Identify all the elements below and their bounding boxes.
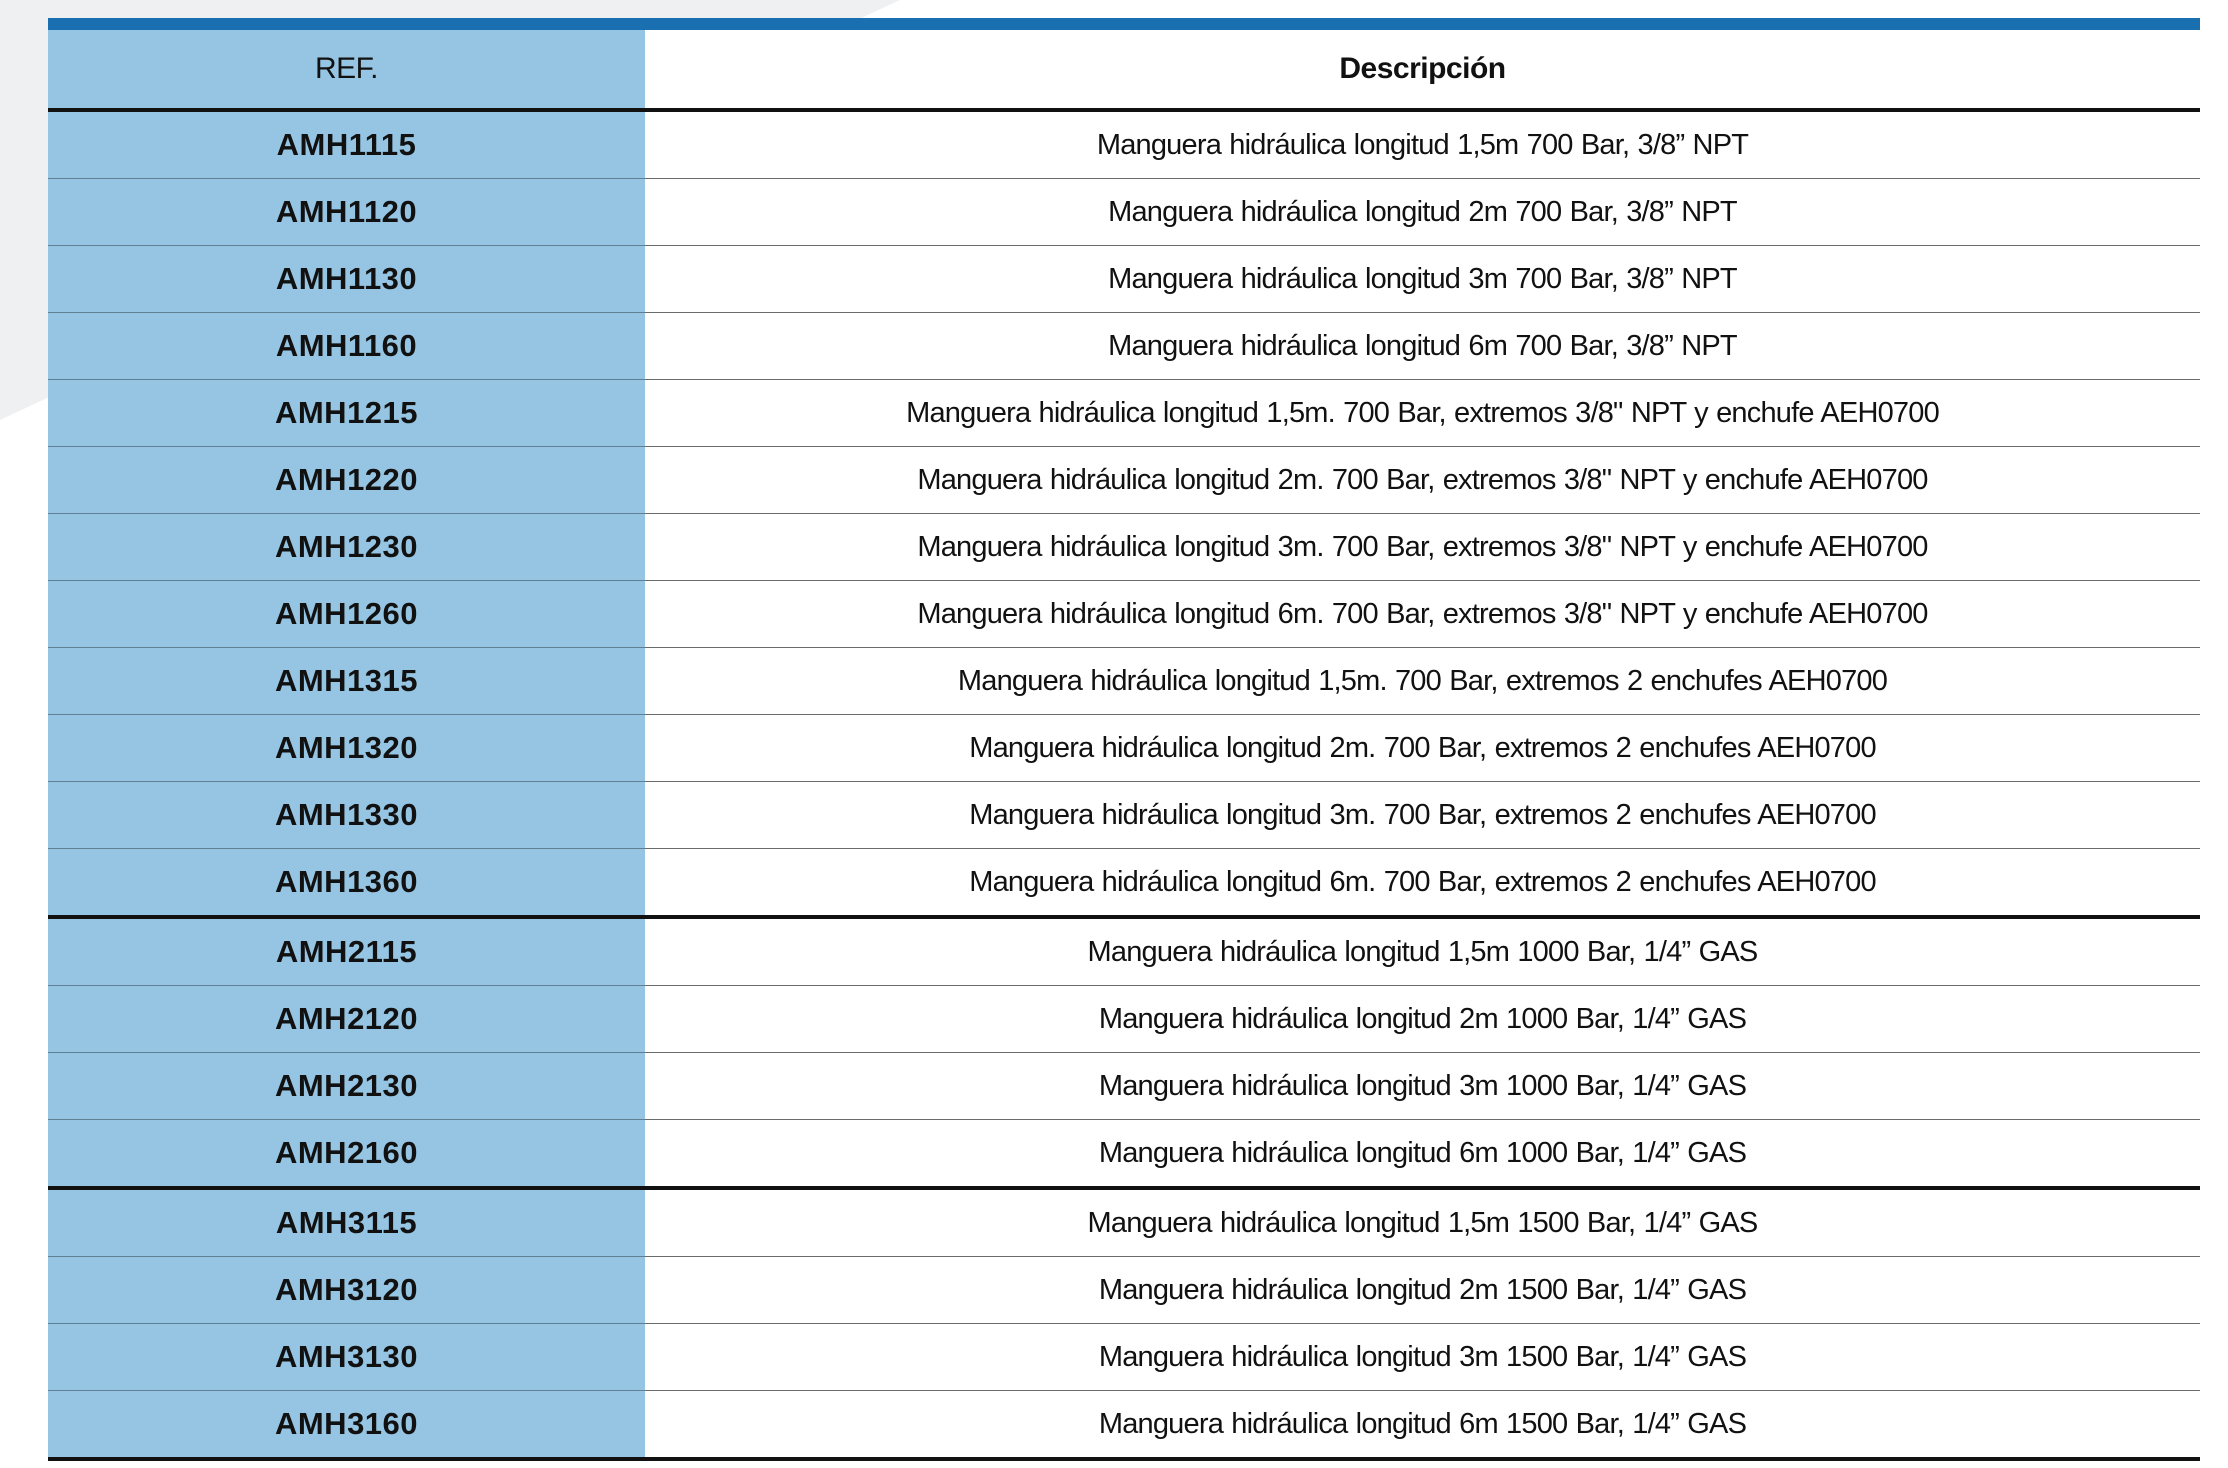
- description-cell: Manguera hidráulica longitud 2m 1500 Bar, 1/4” GAS: [645, 1257, 2200, 1324]
- table-row: [48, 514, 2200, 581]
- ref-cell: AMH1120: [48, 179, 645, 246]
- description-cell: Manguera hidráulica longitud 1,5m. 700 Bar, extremos 3/8" NPT y enchufe AEH0700: [645, 380, 2200, 447]
- table-body: [48, 110, 2200, 1459]
- table-row: [48, 581, 2200, 648]
- ref-cell: AMH3160: [48, 1391, 645, 1460]
- table-row: [48, 849, 2200, 918]
- description-cell: Manguera hidráulica longitud 1,5m. 700 Bar, extremos 2 enchufes AEH0700: [645, 648, 2200, 715]
- ref-cell: AMH2130: [48, 1053, 645, 1120]
- ref-cell: AMH1130: [48, 246, 645, 313]
- ref-cell: AMH1215: [48, 380, 645, 447]
- ref-cell: AMH2120: [48, 986, 645, 1053]
- ref-cell: AMH3115: [48, 1188, 645, 1257]
- ref-cell: AMH1260: [48, 581, 645, 648]
- ref-cell: AMH1330: [48, 782, 645, 849]
- ref-cell: AMH3130: [48, 1324, 645, 1391]
- ref-cell: AMH2160: [48, 1120, 645, 1189]
- table-row: [48, 1391, 2200, 1460]
- description-cell: Manguera hidráulica longitud 2m 700 Bar, 3/8” NPT: [645, 179, 2200, 246]
- description-cell: Manguera hidráulica longitud 3m 1500 Bar, 1/4” GAS: [645, 1324, 2200, 1391]
- description-cell: Manguera hidráulica longitud 3m 1000 Bar, 1/4” GAS: [645, 1053, 2200, 1120]
- table-row: [48, 1188, 2200, 1257]
- table-row: [48, 313, 2200, 380]
- description-cell: Manguera hidráulica longitud 2m. 700 Bar, extremos 2 enchufes AEH0700: [645, 715, 2200, 782]
- ref-cell: AMH1315: [48, 648, 645, 715]
- ref-cell: AMH3120: [48, 1257, 645, 1324]
- ref-cell: AMH1115: [48, 110, 645, 179]
- table-row: [48, 110, 2200, 179]
- description-cell: Manguera hidráulica longitud 3m. 700 Bar, extremos 2 enchufes AEH0700: [645, 782, 2200, 849]
- table-row: [48, 179, 2200, 246]
- description-cell: Manguera hidráulica longitud 1,5m 700 Bar, 3/8” NPT: [645, 110, 2200, 179]
- description-cell: Manguera hidráulica longitud 2m. 700 Bar, extremos 3/8" NPT y enchufe AEH0700: [645, 447, 2200, 514]
- table-row: [48, 1053, 2200, 1120]
- table-row: [48, 986, 2200, 1053]
- description-cell: Manguera hidráulica longitud 3m. 700 Bar, extremos 3/8" NPT y enchufe AEH0700: [645, 514, 2200, 581]
- ref-column-header: REF.: [48, 30, 645, 110]
- description-cell: Manguera hidráulica longitud 6m 1500 Bar, 1/4” GAS: [645, 1391, 2200, 1460]
- table-row: [48, 715, 2200, 782]
- description-cell: Manguera hidráulica longitud 3m 700 Bar, 3/8” NPT: [645, 246, 2200, 313]
- table-row: [48, 1257, 2200, 1324]
- ref-cell: AMH1230: [48, 514, 645, 581]
- table-accent-bar: [48, 18, 2200, 30]
- table-row: [48, 782, 2200, 849]
- table-row: [48, 447, 2200, 514]
- product-table: [48, 30, 2200, 1461]
- ref-cell: AMH2115: [48, 917, 645, 986]
- table-row: [48, 917, 2200, 986]
- description-cell: Manguera hidráulica longitud 6m. 700 Bar, extremos 2 enchufes AEH0700: [645, 849, 2200, 918]
- description-column-header: Descripción: [645, 30, 2200, 110]
- ref-cell: AMH1360: [48, 849, 645, 918]
- ref-cell: AMH1160: [48, 313, 645, 380]
- description-cell: Manguera hidráulica longitud 2m 1000 Bar, 1/4” GAS: [645, 986, 2200, 1053]
- ref-cell: AMH1220: [48, 447, 645, 514]
- product-table-container: [48, 18, 2200, 1461]
- table-row: [48, 1120, 2200, 1189]
- description-cell: Manguera hidráulica longitud 1,5m 1000 Bar, 1/4” GAS: [645, 917, 2200, 986]
- description-cell: Manguera hidráulica longitud 6m 1000 Bar, 1/4” GAS: [645, 1120, 2200, 1189]
- table-row: [48, 648, 2200, 715]
- description-cell: Manguera hidráulica longitud 6m 700 Bar, 3/8” NPT: [645, 313, 2200, 380]
- table-header-row: [48, 30, 2200, 110]
- table-row: [48, 246, 2200, 313]
- table-row: [48, 1324, 2200, 1391]
- description-cell: Manguera hidráulica longitud 1,5m 1500 Bar, 1/4” GAS: [645, 1188, 2200, 1257]
- description-cell: Manguera hidráulica longitud 6m. 700 Bar, extremos 3/8" NPT y enchufe AEH0700: [645, 581, 2200, 648]
- table-row: [48, 380, 2200, 447]
- ref-cell: AMH1320: [48, 715, 645, 782]
